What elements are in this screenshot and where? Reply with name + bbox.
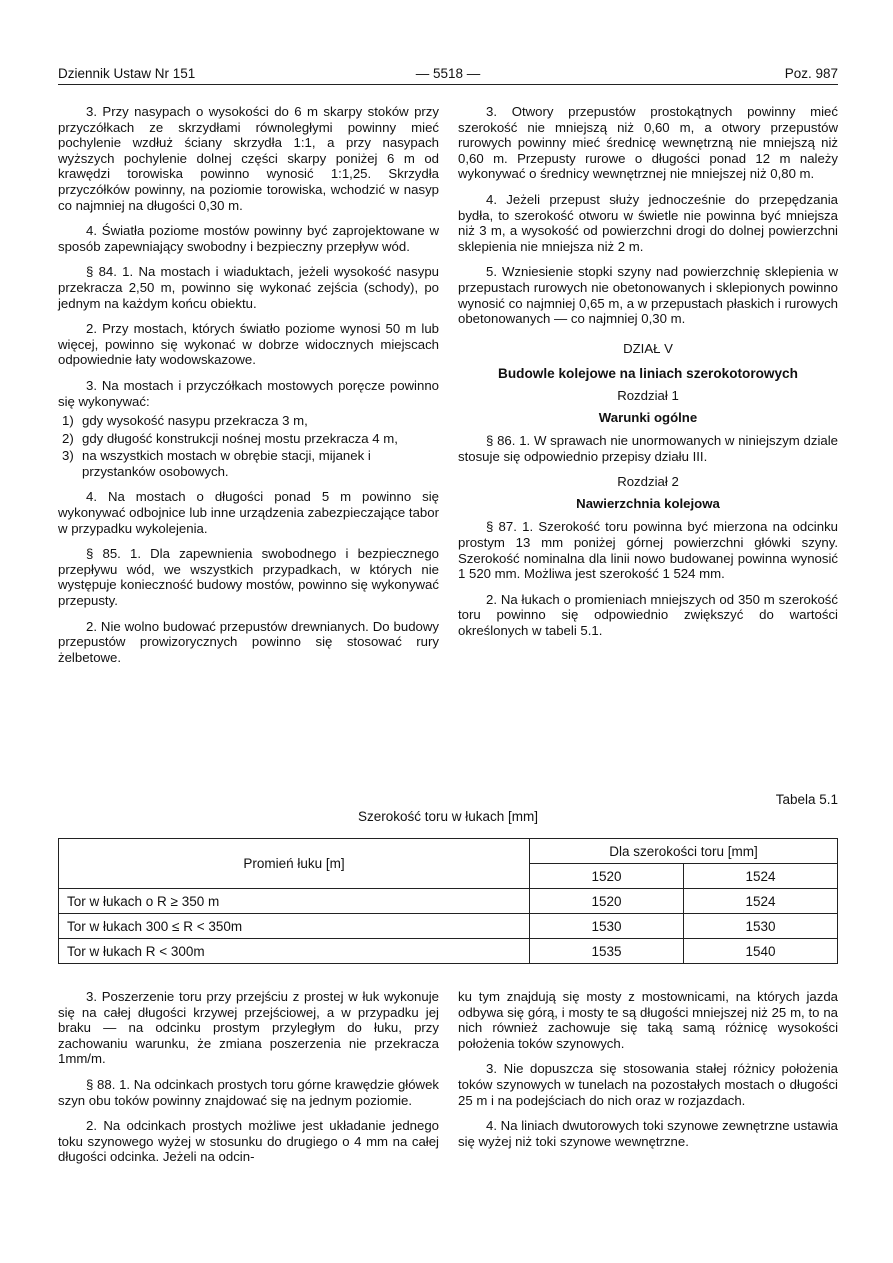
railing-conditions-list: [58, 413, 439, 479]
right-column: [458, 104, 838, 649]
list-item: 2) gdy długość konstrukcji nośnej mostu przekracza 4 m,: [62, 430, 398, 446]
paragraph: 3. Otwory przepustów prostokątnych powinny mieć szerokość nie mniejszą niż 0,60 m, a otwory przepustów rurowych powinny mieć średnicę wewnętrzną nie mniejszą niż 0,60 m. Przepusty rurowe o długości ponad 12 m należy wykonywać o średnicy wewnętrznej nie mniejszej niż 0,80 m.: [458, 104, 838, 182]
paragraph: § 84. 1. Na mostach i wiaduktach, jeżeli wysokość nasypu przekracza 2,50 m, powinno się wykonać zejścia (schody), po jednym na każdym końcu obiektu.: [58, 264, 439, 311]
paragraph: 2. Przy mostach, których światło poziome wynosi 50 m lub więcej, powinno się wykonać w dobrze widocznych miejscach odpowiednie łaty wodowskazowe.: [58, 321, 439, 368]
left-column: [58, 104, 439, 675]
running-header: [58, 66, 838, 85]
paragraph: 3. Nie dopuszcza się stosowania stałej różnicy położenia toków szynowych w tunelach na pozostałych mostach o długości 25 m i na podejściach do nich oraz w rozjazdach.: [458, 1061, 838, 1108]
paragraph: 3. Poszerzenie toru przy przejściu z prostej w łuk wykonuje się na całej długości krzywej przejściowej, a w przypadku jej braku — na odcinku prostym przyległym do łuku, przy zachowaniu warunku, że zmiana poszerzenia nie przekracza 1mm/m.: [58, 989, 439, 1067]
track-gauge-table: [58, 838, 838, 964]
row-label: Tor w łukach 300 ≤ R < 350m: [59, 914, 530, 939]
table-cell: 1520: [530, 889, 684, 914]
table-row: [59, 889, 838, 914]
paragraph: 2. Na odcinkach prostych możliwe jest układanie jednego toku szynowego wyżej w stosunku do drugiego o 4 mm na całej długości odcinka. Jeżeli na odcin-: [58, 1118, 439, 1165]
table-label: Tabela 5.1: [775, 792, 838, 807]
table-row: [59, 914, 838, 939]
journal-name: Dziennik Ustaw Nr 151: [58, 66, 196, 81]
subheader-cell: 1524: [684, 864, 838, 889]
paragraph: § 87. 1. Szerokość toru powinna być mierzona na odcinku prostym 13 mm poniżej górnej powierzchni główki szyny. Szerokość nominalna dla linii nowo budowanej powinna wynosić 1 520 mm. Możliwa jest szerokość 1 524 mm.: [458, 519, 838, 582]
subheader-cell: 1520: [530, 864, 684, 889]
position-number: Poz. 987: [784, 66, 838, 81]
table-cell: 1540: [684, 939, 838, 964]
paragraph: 4. Na liniach dwutorowych toki szynowe zewnętrzne ustawia się wyżej niż toki szynowe wewnętrzne.: [458, 1118, 838, 1149]
column-header: Promień łuku [m]: [59, 839, 530, 889]
paragraph: § 88. 1. Na odcinkach prostych toru górne krawędzie główek szyn obu toków powinny znajdować się na jednym poziomie.: [58, 1076, 439, 1108]
section-title: Budowle kolejowe na liniach szerokotorowych: [498, 366, 798, 382]
paragraph: 3. Przy nasypach o wysokości do 6 m skarpy stoków przy przyczółkach ze skrzydłami równoległymi powinny mieć pochylenie wzdłuż ściany skrzydła 1:1, a przy nasypach wyższych pochylenie dolnej części skarpy poniżej 6 m od krawędzi torowiska powinno wynosić 1:1,25. Skrzydła przyczółków powinny, na poziomie torowiska, wchodzić w nasyp co najmniej na długości 0,30 m.: [58, 104, 439, 213]
row-label: Tor w łukach o R ≥ 350 m: [59, 889, 530, 914]
table-cell: 1535: [530, 939, 684, 964]
table-row: [59, 939, 838, 964]
bottom-right-column: [458, 989, 838, 1159]
group-header: Dla szerokości toru [mm]: [530, 839, 838, 864]
paragraph: 3. Na mostach i przyczółkach mostowych poręcze powinno się wykonywać:: [58, 377, 439, 409]
table-title: Szerokość toru w łukach [mm]: [357, 809, 539, 824]
paragraph: § 85. 1. Dla zapewnienia swobodnego i bezpiecznego przepływu wód, we wszystkich przypadkach, w których nie występuje konieczność budowy mostów, powinno się wykonywać przepusty.: [58, 546, 439, 609]
section-heading: DZIAŁ V: [623, 340, 673, 356]
paragraph: 5. Wzniesienie stopki szyny nad powierzchnię sklepienia w przepustach rurowych nie obetonowanych i sklepionych powinno wynosić co najmniej 0,65 m, a w przepustach płaskich i rurowych obetonowanych — co najmniej 0,30 m.: [458, 264, 838, 327]
paragraph: 4. Jeżeli przepust służy jednocześnie do przepędzania bydła, to szerokość otworu w świetle nie powinna być mniejsza niż 3 m, a wysokość od powierzchni drogi do dolnej powierzchni sklepienia nie mniejsza niż 2 m.: [458, 191, 838, 254]
chapter-heading: Rozdział 1: [617, 387, 679, 403]
paragraph: 4. Na mostach o długości ponad 5 m powinno się wykonywać odbojnice lub inne urządzenia zabezpieczające tabor w przypadku wykolejenia.: [58, 489, 439, 536]
bottom-left-column: [58, 989, 439, 1175]
chapter-heading: Rozdział 2: [617, 474, 679, 490]
row-label: Tor w łukach R < 300m: [59, 939, 530, 964]
page-number: — 5518 —: [415, 66, 481, 81]
paragraph: 2. Na łukach o promieniach mniejszych od 350 m szerokość toru powinno się odpowiednio zwiększyć do wartości określonych w tabeli 5.1.: [458, 591, 838, 639]
paragraph: 4. Światła poziome mostów powinny być zaprojektowane w sposób zapewniający swobodny i bezpieczny przepływ wód.: [58, 223, 439, 254]
chapter-title: Nawierzchnia kolejowa: [576, 495, 720, 511]
paragraph: § 86. 1. W sprawach nie unormowanych w niniejszym dziale stosuje się odpowiednio przepisy działu III.: [458, 433, 838, 464]
list-item: 3) na wszystkich mostach w obrębie stacji, mijanek i przystanków osobowych.: [62, 448, 371, 479]
table-cell: 1530: [684, 914, 838, 939]
table-cell: 1530: [530, 914, 684, 939]
table-cell: 1524: [684, 889, 838, 914]
table-header-row: [59, 839, 838, 864]
paragraph: ku tym znajdują się mosty z mostownicami, na których jazda odbywa się górą, i mosty te są długości mniejszej niż 25 m, to na nich również zachowuje się taką samą różnicę wysokości położenia toków szynowych.: [458, 989, 838, 1051]
chapter-title: Warunki ogólne: [598, 409, 698, 425]
paragraph: 2. Nie wolno budować przepustów drewnianych. Do budowy przepustów prowizorycznych powinno się stosować rury żelbetowe.: [58, 618, 439, 665]
list-item: 1) gdy wysokość nasypu przekracza 3 m,: [62, 413, 308, 429]
